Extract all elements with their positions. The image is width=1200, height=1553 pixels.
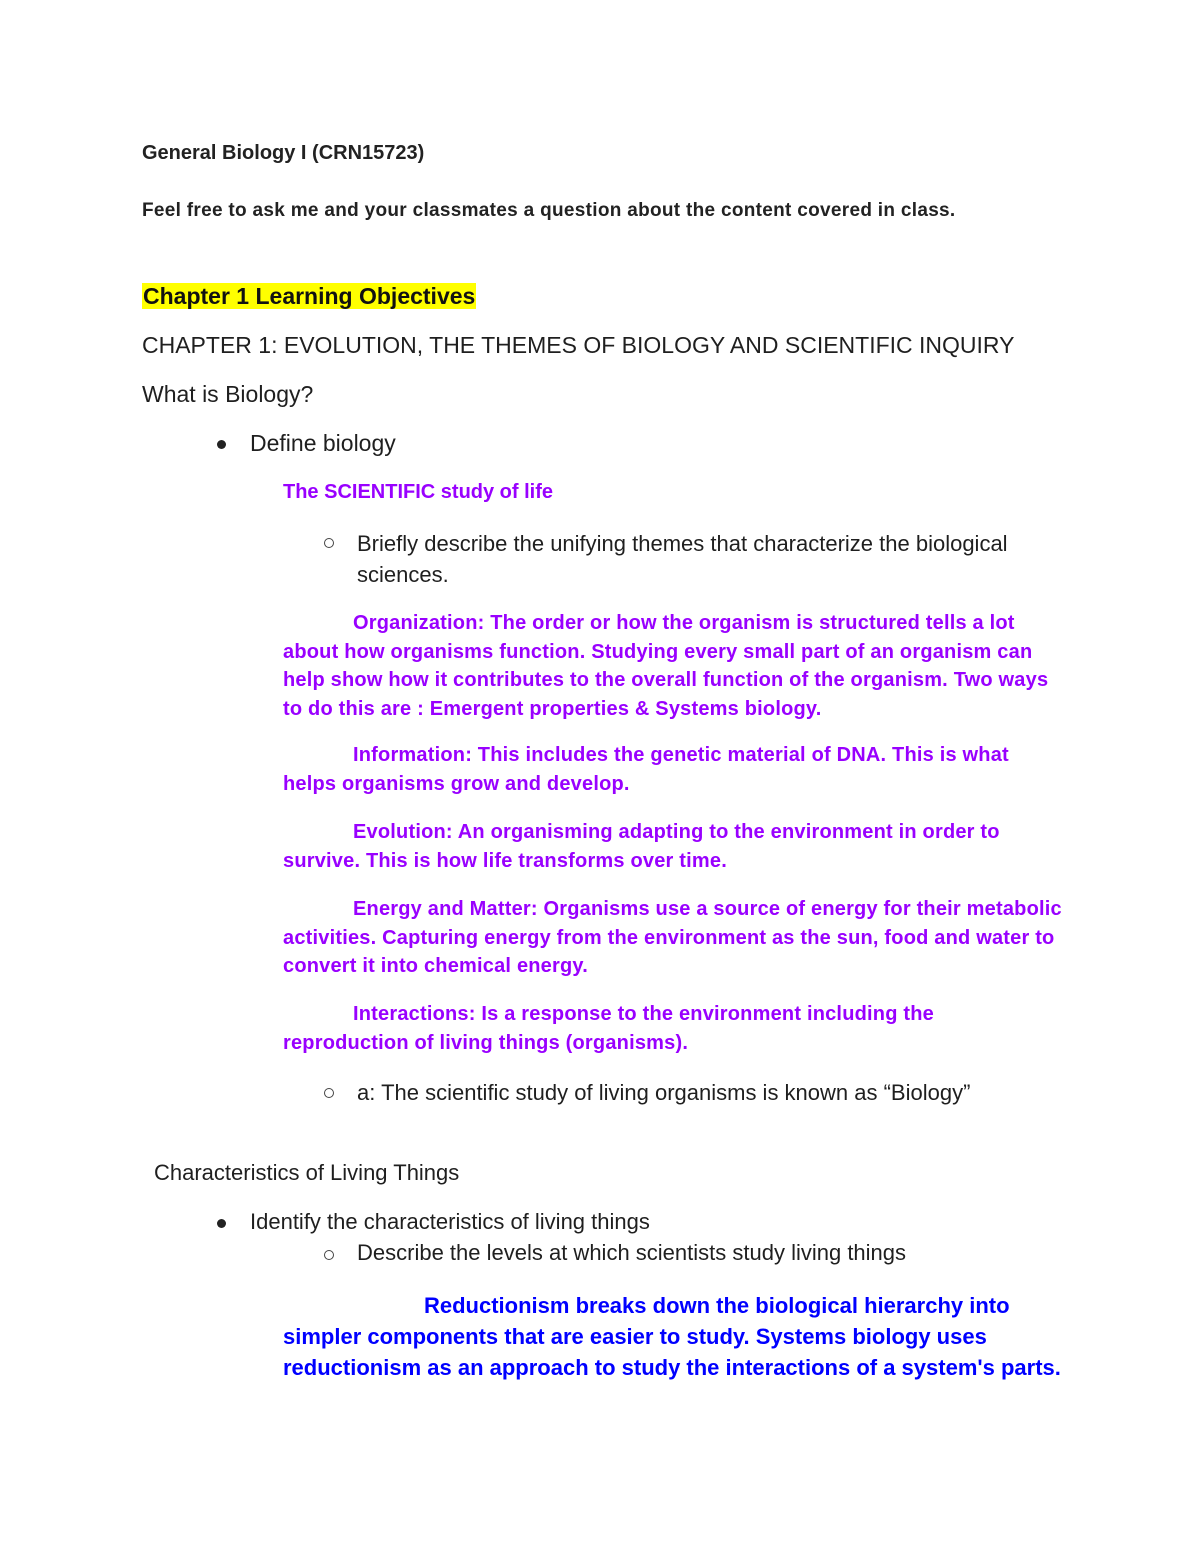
chapter-objectives-title <box>142 283 476 310</box>
theme-evolution <box>283 818 1063 875</box>
bullet-identify-characteristics: Identify the characteristics of living things <box>250 1209 650 1234</box>
sub-bullet-biology-answer: a: The scientific study of living organisms is known as “Biology” <box>357 1080 971 1105</box>
bullet-circle-icon <box>324 538 334 548</box>
theme-interactions-text: Interactions: Is a response to the environment including the reproduction of living things (organisms). <box>283 1003 934 1054</box>
chapter-heading: CHAPTER 1: EVOLUTION, THE THEMES OF BIOLOGY AND SCIENTIFIC INQUIRY <box>142 332 1015 358</box>
theme-interactions <box>283 1000 1063 1057</box>
bullet-dot-icon <box>217 440 226 449</box>
theme-evolution-text: Evolution: An organisming adapting to the environment in order to survive. This is how life transforms over time. <box>283 821 1000 872</box>
course-title: General Biology I (CRN15723) <box>142 142 425 164</box>
theme-energy-matter-text: Energy and Matter: Organisms use a source of energy for their metabolic activities. Capturing energy from the environment as the sun, food and water to convert it into chemical energy. <box>283 898 1062 977</box>
sub-bullet-themes: Briefly describe the unifying themes that characterize the biological sciences. <box>357 531 1008 587</box>
theme-energy-matter <box>283 895 1063 981</box>
bullet-dot-icon <box>217 1219 226 1228</box>
intro-text: Feel free to ask me and your classmates a question about the content covered in class. <box>142 200 956 221</box>
bullet-define-biology: Define biology <box>250 430 396 456</box>
highlighted-title: Chapter 1 Learning Objectives <box>143 283 476 309</box>
bullet-circle-icon <box>324 1250 334 1260</box>
bullet-circle-icon <box>324 1088 334 1098</box>
sub-bullet-levels: Describe the levels at which scientists study living things <box>357 1240 907 1265</box>
answer-reductionism-text: Reductionism breaks down the biological hierarchy into simpler components that are easier to study. Systems biology uses reductionism as an approach to study the interactions of a system's parts. <box>283 1293 1061 1380</box>
answer-reductionism <box>283 1290 1073 1383</box>
theme-information <box>283 741 1063 798</box>
section-heading-what-is-biology: What is Biology? <box>142 381 314 407</box>
theme-organization-text: Organization: The order or how the organism is structured tells a lot about how organisms function. Studying every small part of an organism can help show how it contributes to the overall function of the organism. Two ways to do this are : Emergent properties & Systems biology. <box>283 612 1049 720</box>
theme-organization <box>283 609 1063 723</box>
answer-define-biology: The SCIENTIFIC study of life <box>283 481 554 503</box>
section-heading-characteristics: Characteristics of Living Things <box>154 1160 460 1185</box>
theme-information-text: Information: This includes the genetic material of DNA. This is what helps organisms grow and develop. <box>283 744 1009 795</box>
